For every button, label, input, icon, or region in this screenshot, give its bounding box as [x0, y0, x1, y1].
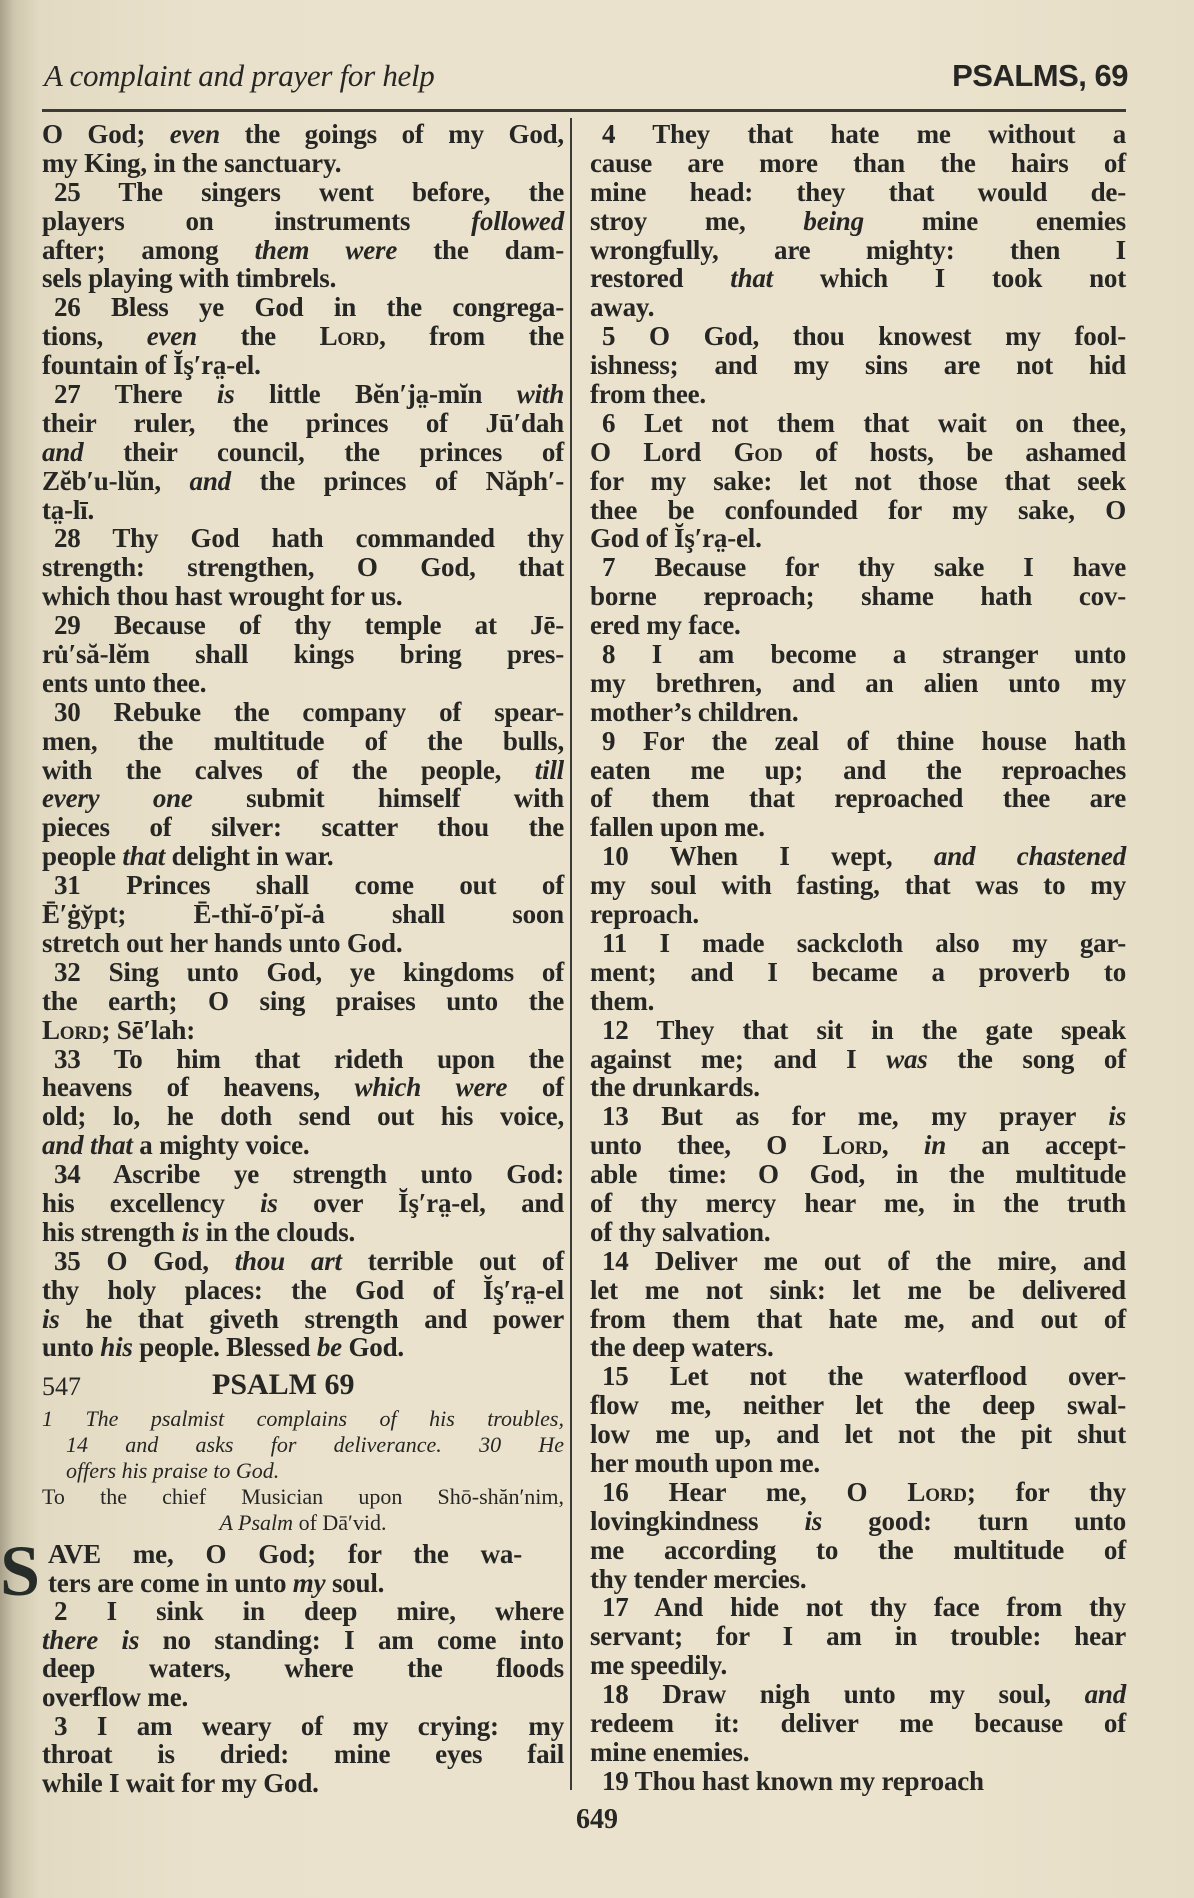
text-line — [590, 496, 1126, 525]
text-line — [42, 1073, 564, 1102]
text-run: ters are come in unto — [48, 1567, 293, 1598]
text-run: tions, — [42, 321, 147, 352]
text-run: Zĕb′u-lŭn, — [42, 465, 190, 496]
italic-run: and — [189, 465, 231, 496]
text-line — [42, 1740, 564, 1769]
text-run: of thy mercy hear me, in the truth — [590, 1187, 1126, 1218]
text-run: ; for thy — [966, 1476, 1126, 1507]
text-line — [590, 207, 1126, 236]
text-run: the drunkards. — [590, 1072, 760, 1103]
text-run: O Lord — [590, 436, 734, 467]
text-run: 27 There — [54, 379, 217, 410]
text-run: me according to the multitude of — [590, 1534, 1126, 1565]
superscription-italic: A Psalm — [219, 1510, 294, 1535]
text-run: 14 Deliver me out of the mire, and — [602, 1245, 1126, 1276]
text-run: stroy me, — [590, 205, 804, 236]
text-line — [590, 698, 1126, 727]
text-line — [590, 611, 1126, 640]
text-run: wrongfully, are mighty: then I — [590, 234, 1126, 265]
text-run: their ruler, the princes of Jū′dah — [42, 407, 564, 438]
text-run: from thee. — [590, 379, 706, 410]
text-run: mine enemies — [863, 205, 1126, 236]
small-caps-run: Lord — [907, 1476, 967, 1507]
text-line — [42, 1769, 564, 1798]
text-run: the princes of Năph′- — [230, 465, 564, 496]
text-line — [42, 1305, 564, 1334]
text-line — [590, 1102, 1126, 1131]
text-run: people — [42, 841, 123, 872]
text-run: a mighty voice. — [132, 1130, 310, 1161]
text-run: his excellency — [42, 1187, 261, 1218]
text-line — [42, 900, 564, 929]
text-line — [590, 1016, 1126, 1045]
text-run: reproach. — [590, 899, 699, 930]
running-header-book: PSALMS, 69 — [952, 58, 1128, 93]
text-line — [590, 756, 1126, 785]
italic-run: every one — [42, 783, 193, 814]
text-run: the — [196, 321, 320, 352]
small-caps-run: Lord — [42, 1014, 102, 1045]
text-run: ment; and I became a proverb to — [590, 956, 1126, 987]
text-run: low me up, and let not the pit shut — [590, 1419, 1126, 1450]
text-line — [590, 669, 1126, 698]
text-run: eaten me up; and the reproaches — [590, 754, 1126, 785]
section-number: 547 — [42, 1372, 81, 1401]
left-column-lower — [42, 1597, 564, 1798]
text-run: of hosts, be ashamed — [782, 436, 1126, 467]
text-line — [42, 929, 564, 958]
text-line — [590, 929, 1126, 958]
text-run: terrible out of — [341, 1245, 564, 1276]
text-line — [590, 1767, 1126, 1796]
text-run: 15 Let not the waterflood over- — [602, 1361, 1126, 1392]
text-line — [42, 784, 564, 813]
text-run: God. — [341, 1332, 404, 1363]
text-run: 30 Rebuke the company of spear- — [54, 696, 564, 727]
text-run: God of Ĭş′ra̤-el. — [590, 523, 762, 554]
text-line — [590, 582, 1126, 611]
text-line — [590, 987, 1126, 1016]
italic-run: and — [42, 436, 84, 467]
page-number: 649 — [576, 1804, 618, 1835]
text-line — [590, 1073, 1126, 1102]
text-line — [590, 1189, 1126, 1218]
text-run: 3 I am weary of my crying: my — [54, 1710, 564, 1741]
text-line — [590, 236, 1126, 265]
text-run: strength: strengthen, O God, that — [42, 552, 564, 583]
text-line — [42, 1626, 564, 1655]
text-run: borne reproach; shame hath cov- — [590, 581, 1126, 612]
text-run: of thy salvation. — [590, 1216, 771, 1247]
text-run: delight in war. — [165, 841, 334, 872]
text-run: little Bĕn′ja̤-mĭn — [234, 379, 517, 410]
text-run: overflow me. — [42, 1682, 189, 1713]
text-line — [590, 322, 1126, 351]
text-line — [42, 640, 564, 669]
italic-run: that — [122, 841, 166, 872]
text-line — [42, 380, 564, 409]
italic-run: even — [169, 119, 220, 149]
text-run: lovingkindness — [590, 1505, 805, 1536]
text-run: 18 Draw nigh unto my soul, — [602, 1679, 1085, 1710]
text-run: redeem it: deliver me because of — [590, 1707, 1126, 1738]
text-run: thy holy places: the God of Ĭş′ra̤-el — [42, 1274, 564, 1305]
text-run: which I took not — [773, 263, 1126, 294]
superscription: To the chief Musician upon Shō-shăn′nim, — [42, 1484, 564, 1509]
italic-run: that — [730, 263, 773, 294]
opening-verse — [48, 1540, 522, 1597]
text-run: after; among — [42, 234, 255, 265]
text-run: their council, the princes of — [83, 436, 564, 467]
text-line — [590, 1333, 1126, 1362]
text-line — [42, 582, 564, 611]
text-line — [42, 467, 564, 496]
text-line — [590, 264, 1126, 293]
text-run: 33 To him that rideth upon the — [54, 1043, 564, 1074]
small-caps-run: Lord — [822, 1130, 882, 1161]
text-line — [42, 1683, 564, 1712]
text-line — [590, 871, 1126, 900]
superscription-line-2 — [42, 1510, 564, 1536]
italic-run: in — [923, 1130, 947, 1161]
text-line — [42, 1189, 564, 1218]
text-run: , from the — [379, 321, 564, 352]
text-line — [42, 727, 564, 756]
text-run: stretch out her hands unto God. — [42, 927, 403, 958]
italic-run: be — [316, 1332, 342, 1363]
text-run: the song of — [927, 1043, 1126, 1074]
text-run: away. — [590, 292, 655, 323]
text-run: cause are more than the hairs of — [590, 147, 1126, 178]
summary-line: 14 and asks for deliverance. 30 He — [66, 1432, 564, 1457]
italic-run: with — [516, 379, 565, 410]
small-caps-run: God — [733, 436, 783, 467]
italic-run: is — [260, 1187, 278, 1218]
text-run: ishness; and my sins are not hid — [590, 350, 1126, 381]
text-run: let me not sink: let me be delivered — [590, 1274, 1126, 1305]
text-line — [590, 900, 1126, 929]
text-run: O God; — [42, 119, 170, 149]
italic-run: them were — [254, 234, 398, 265]
text-run: me speedily. — [590, 1650, 728, 1681]
italic-run: thou art — [234, 1245, 342, 1276]
text-line — [590, 1680, 1126, 1709]
italic-run: is — [181, 1216, 200, 1247]
italic-run: even — [146, 321, 197, 352]
text-run: 25 The singers went before, the — [54, 176, 564, 207]
text-line — [590, 409, 1126, 438]
text-line — [590, 842, 1126, 871]
italic-run: is — [804, 1505, 823, 1536]
text-line — [42, 496, 564, 525]
text-line — [42, 987, 564, 1016]
text-run: of them that reproached thee are — [590, 783, 1126, 814]
text-run: 31 Princes shall come out of — [54, 870, 564, 901]
text-run: ; Sē′lah: — [101, 1014, 195, 1045]
text-run: good: turn unto — [822, 1505, 1126, 1536]
text-line — [42, 293, 564, 322]
italic-run: and — [1084, 1679, 1126, 1710]
text-run: AVE me, O God; for the wa- — [48, 1539, 522, 1569]
text-line — [42, 871, 564, 900]
text-run: 26 Bless ye God in the congrega- — [54, 292, 564, 323]
italic-run: followed — [471, 205, 564, 236]
text-line — [590, 1478, 1126, 1507]
text-line — [590, 178, 1126, 207]
text-line — [42, 438, 564, 467]
text-run: deep waters, where the floods — [42, 1653, 564, 1684]
text-line — [42, 813, 564, 842]
text-line — [590, 1709, 1126, 1738]
text-run: the goings of my God, — [219, 119, 564, 149]
psalm-summary — [42, 1406, 564, 1536]
text-run: 17 And hide not thy face from thy — [602, 1592, 1126, 1623]
text-run: 16 Hear me, O — [602, 1476, 908, 1507]
italic-run: was — [886, 1043, 928, 1074]
drop-cap: S — [0, 1531, 41, 1611]
text-line — [42, 756, 564, 785]
text-line — [42, 1218, 564, 1247]
italic-run: and that — [42, 1130, 133, 1161]
text-run: submit himself with — [192, 783, 564, 814]
text-line — [590, 524, 1126, 553]
text-run: men, the multitude of the bulls, — [42, 725, 564, 756]
text-run: fallen upon me. — [590, 812, 765, 843]
text-line — [42, 264, 564, 293]
text-line — [590, 1536, 1126, 1565]
text-run: them. — [590, 985, 655, 1016]
italic-run: which were — [354, 1072, 508, 1103]
text-run: 11 I made sackcloth also my gar- — [602, 927, 1126, 958]
text-line — [590, 438, 1126, 467]
text-run: , — [881, 1130, 924, 1161]
text-line — [42, 1016, 564, 1045]
text-run: flow me, neither let the deep swal- — [590, 1390, 1126, 1421]
text-line — [590, 380, 1126, 409]
text-run: 35 O God, — [54, 1245, 235, 1276]
text-run: players on instruments — [42, 205, 472, 236]
text-line — [590, 1247, 1126, 1276]
text-run: 19 Thou hast known my reproach — [602, 1765, 984, 1796]
text-line — [590, 1738, 1126, 1767]
text-run: mine head: they that would de- — [590, 176, 1126, 207]
text-run: sels playing with timbrels. — [42, 263, 337, 294]
text-line — [42, 553, 564, 582]
text-run: unto thee, O — [590, 1130, 823, 1161]
text-line — [590, 1449, 1126, 1478]
text-run: 10 When I wept, — [602, 841, 934, 872]
text-run: 9 For the zeal of thine house hath — [602, 725, 1126, 756]
italic-run: my — [292, 1567, 326, 1598]
text-line — [42, 207, 564, 236]
text-run: 13 But as for me, my prayer — [602, 1101, 1109, 1132]
text-line — [42, 698, 564, 727]
text-run: from them that hate me, and out of — [590, 1303, 1126, 1334]
text-line — [42, 524, 564, 553]
text-run: thee be confounded for my sake, O — [590, 494, 1126, 525]
text-line — [42, 351, 564, 380]
text-run: 34 Ascribe ye strength unto God: — [54, 1159, 564, 1190]
text-run: 8 I am become a stranger unto — [602, 639, 1126, 670]
text-line — [42, 149, 564, 178]
text-run: the dam- — [397, 234, 564, 265]
text-line — [590, 784, 1126, 813]
text-run: 28 Thy God hath commanded thy — [54, 523, 564, 554]
text-run: in the clouds. — [199, 1216, 356, 1247]
text-line — [42, 1654, 564, 1683]
text-run: able time: O God, in the multitude — [590, 1159, 1126, 1190]
text-line — [590, 293, 1126, 322]
italic-run: is — [42, 1303, 60, 1334]
text-run: over Ĭş′ra̤-el, and — [277, 1187, 564, 1218]
text-line — [590, 467, 1126, 496]
text-run: his strength — [42, 1216, 182, 1247]
text-line — [42, 236, 564, 265]
text-run: thy tender mercies. — [590, 1563, 807, 1594]
text-line — [590, 149, 1126, 178]
text-run: throat is dried: mine eyes fail — [42, 1739, 564, 1770]
text-run: mother’s children. — [590, 696, 799, 727]
text-line — [42, 1333, 564, 1362]
text-line — [590, 1651, 1126, 1680]
text-line — [42, 120, 564, 149]
text-run: ru̇′să-lĕm shall kings bring pres- — [42, 639, 564, 670]
text-line — [42, 1247, 564, 1276]
text-run: 12 They that sit in the gate speak — [602, 1014, 1126, 1045]
text-line — [590, 640, 1126, 669]
text-line — [590, 1420, 1126, 1449]
italic-run: there is — [42, 1624, 140, 1655]
text-line — [42, 1597, 564, 1626]
text-line — [590, 727, 1126, 756]
text-line — [590, 1131, 1126, 1160]
text-run: heavens of heavens, — [42, 1072, 355, 1103]
text-line — [42, 322, 564, 351]
text-run: soul. — [325, 1567, 385, 1598]
text-run: against me; and I — [590, 1043, 887, 1074]
text-line — [590, 1507, 1126, 1536]
text-line — [590, 813, 1126, 842]
text-run: with the calves of the people, — [42, 754, 535, 785]
text-run: unto — [42, 1332, 101, 1363]
text-run: 5 O God, thou knowest my fool- — [602, 321, 1126, 352]
text-run: her mouth upon me. — [590, 1447, 820, 1478]
text-line — [590, 1305, 1126, 1334]
italic-run: is — [216, 379, 235, 410]
psalm-title: PSALM 69 — [212, 1368, 355, 1401]
text-run: people. Blessed — [132, 1332, 317, 1363]
running-header-title: A complaint and prayer for help — [44, 58, 435, 93]
text-run: an accept- — [946, 1130, 1126, 1161]
text-run: ered my face. — [590, 610, 741, 641]
text-line — [42, 1045, 564, 1074]
text-run: ta̤-lī. — [42, 494, 95, 525]
text-run: which thou hast wrought for us. — [42, 581, 403, 612]
small-caps-run: Lord — [319, 321, 380, 352]
text-line — [590, 1045, 1126, 1074]
text-run: restored — [590, 263, 731, 294]
text-run: servant; for I am in trouble: hear — [590, 1621, 1126, 1652]
text-run: while I wait for my God. — [42, 1768, 319, 1799]
text-run: no standing: I am come into — [139, 1624, 564, 1655]
text-line — [48, 1569, 522, 1598]
superscription-rest: of Dā′vid. — [293, 1510, 387, 1535]
text-line — [42, 1160, 564, 1189]
italic-run: being — [803, 205, 864, 236]
text-line — [590, 958, 1126, 987]
text-line — [590, 1218, 1126, 1247]
text-run: fountain of Ĭş′ra̤-el. — [42, 350, 261, 381]
right-column — [590, 120, 1126, 1796]
text-line — [48, 1540, 522, 1569]
text-line — [42, 1276, 564, 1305]
text-run: 4 They that hate me without a — [602, 119, 1126, 149]
text-run: 7 Because for thy sake I have — [602, 552, 1126, 583]
text-line — [590, 1362, 1126, 1391]
text-line — [590, 120, 1126, 149]
text-line — [590, 1160, 1126, 1189]
text-line — [42, 842, 564, 871]
left-column — [42, 120, 564, 1362]
text-line — [590, 1565, 1126, 1594]
text-run: mine enemies. — [590, 1736, 750, 1767]
text-line — [590, 1593, 1126, 1622]
text-run: 29 Because of thy temple at Jē- — [54, 610, 564, 641]
text-line — [42, 958, 564, 987]
text-run: 2 I sink in deep mire, where — [54, 1596, 564, 1626]
text-run: for my sake: let not those that seek — [590, 465, 1126, 496]
text-run: of — [507, 1072, 564, 1103]
text-line — [42, 1102, 564, 1131]
text-run: he that giveth strength and power — [59, 1303, 564, 1334]
text-line — [590, 1276, 1126, 1305]
text-run: old; lo, he doth send out his voice, — [42, 1101, 564, 1132]
italic-run: and chastened — [933, 841, 1126, 872]
text-line — [590, 1391, 1126, 1420]
italic-run: is — [1108, 1101, 1126, 1132]
text-line — [42, 669, 564, 698]
text-line — [42, 611, 564, 640]
text-run: Ē′ġy̆pt; Ē-thĭ-ō′pĭ-ȧ shall soon — [42, 899, 564, 930]
text-run: 6 Let not them that wait on thee, — [602, 407, 1126, 438]
text-run: pieces of silver: scatter thou the — [42, 812, 564, 843]
italic-run: his — [100, 1332, 133, 1363]
text-line — [42, 1131, 564, 1160]
text-run: my King, in the sanctuary. — [42, 147, 342, 178]
column-divider — [570, 118, 572, 1790]
text-line — [590, 1622, 1126, 1651]
summary-line: offers his praise to God. — [66, 1458, 280, 1483]
text-line — [42, 178, 564, 207]
text-run: my soul with fasting, that was to my — [590, 870, 1126, 901]
text-run: 32 Sing unto God, ye kingdoms of — [54, 956, 564, 987]
text-run: the deep waters. — [590, 1332, 774, 1363]
psalm-heading — [42, 1368, 564, 1404]
text-run: ents unto thee. — [42, 667, 207, 698]
text-line — [42, 409, 564, 438]
italic-run: till — [534, 754, 564, 785]
summary-line: 1 The psalmist complains of his troubles, — [42, 1406, 564, 1431]
text-line — [590, 553, 1126, 582]
text-line — [42, 1712, 564, 1741]
text-run: my brethren, and an alien unto my — [590, 667, 1126, 698]
header-rule — [42, 109, 1126, 112]
text-run: the earth; O sing praises unto the — [42, 985, 564, 1016]
text-line — [590, 351, 1126, 380]
